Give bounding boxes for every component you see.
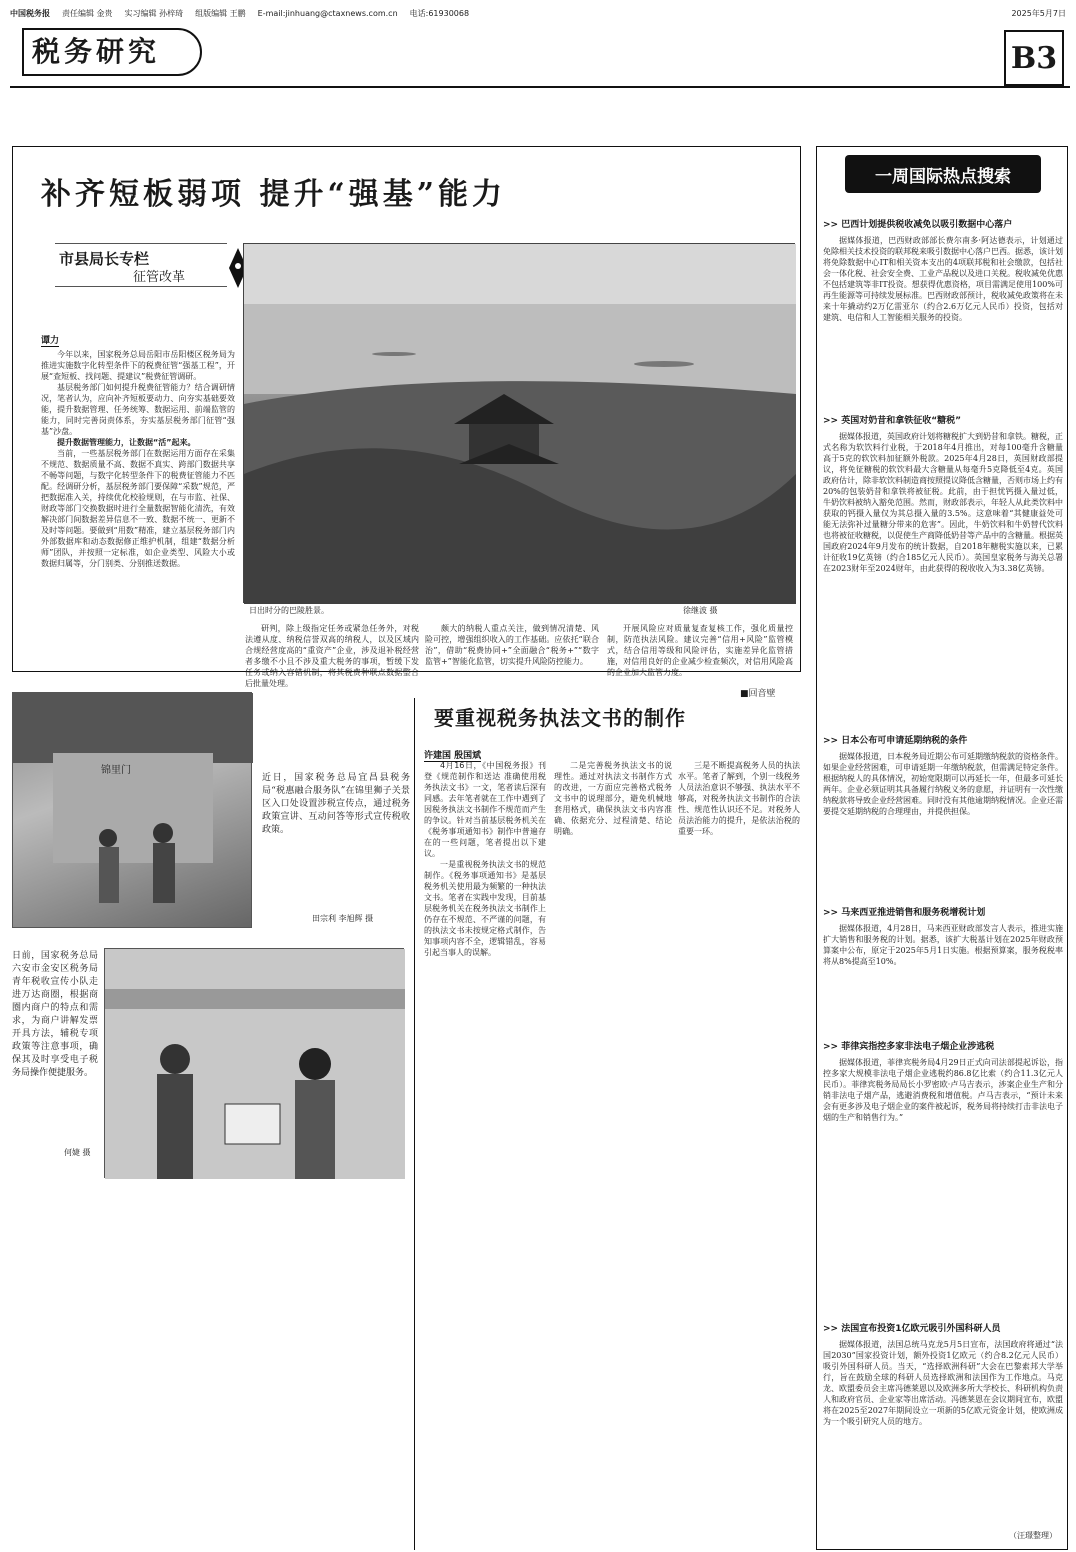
news-headline: >> 日本公布可申请延期纳税的条件 — [823, 736, 968, 746]
news-body: 据媒体报道，巴西财政部部长费尔南多·阿达德表示，计划通过免除相关技术投资的联邦税来吸引数据中心落户巴西。据悉，该计划将免除数据中心IT和相关资本支出的4项联邦税和社会缴款，包括社会一体化税、社会安全费、工业产品税以及进口关税。税收减免优惠不包括建筑等非IT投资。想获得优惠资格，项目需满足使用100%可再生能源等可持续发展标准。巴西财政部预计，税收减免政策将在未来十年撬动约2万亿雷亚尔（约合2.6万亿元人民币）投资，包括对建筑、电信和人工智能相关服务的投资。 — [823, 236, 1063, 322]
sidebar-editor: （汪璟整理） — [1009, 1531, 1057, 1540]
photo3-caption: 日前，国家税务总局六安市金安区税务局青年税收宣传小队走进万达商圈，根据商圈内商户的特点和需求，为商户讲解发票开具方法，辅税专项政策等注意事项，确保其及时享受电子税务局操作便捷服务。 — [12, 951, 98, 1078]
second-paragraph: 二是完善税务执法文书的说理性。通过对执法文书制作方式的改进，一方面应完善格式税务文书中的说理部分，避免机械地套用格式，确保执法文书内容准确、依据充分、过程清楚、结论明确。 — [554, 761, 672, 836]
news-item — [823, 1041, 1063, 1293]
sidebar-title: 一周国际热点搜索 — [845, 155, 1041, 193]
second-headline: 要重视税务执法文书的制作 — [434, 706, 686, 730]
phone: 电话:61930068 — [409, 8, 470, 18]
spacer — [40, 672, 234, 682]
news-headline: >> 英国对奶昔和拿铁征收“糖税” — [823, 416, 962, 426]
news-item — [823, 1323, 1063, 1515]
news-item — [823, 735, 1063, 883]
lead-paragraph: 基层税务部门如何提升税费征管能力？结合调研情况，笔者认为，应向补齐短板要动力、向夯实基础要效能，提升数据管理、任务统筹、数据运用、前端监管的能力，同时完善岗责体系，夯实基层税务部门征管“强基”沙盘。 — [41, 383, 235, 436]
lead-article — [12, 146, 801, 688]
column-tag — [55, 243, 227, 287]
news-body: 据媒体报道，英国政府计划将糖税扩大到奶昔和拿铁。糖税，正式名称为软饮料行业税，于2018年4月推出，对每100毫升含糖量高于5克的软饮料加征额外税款。2025年4月28日，英国财政部提议，将免征糖税的软饮料最大含糖量从每毫升5克降低至4克。英国政府估计，除非软饮料制造商按照提议降低含糖量，否则市场上约有20%的包装奶昔和拿铁将被征税。此前，由于担忧钙摄入量过低，牛奶饮料被纳入豁免范围。然而，财政部表示，年轻人从此类饮料中获取的钙摄入量仅为其总摄入量的3.5%。这意味着“其健康益处可能无法弥补过量糖分带来的危害”。因此，牛奶饮料和牛奶替代饮料也将被征收糖税，以促使生产商降低奶昔等产品中的含糖量。根据英国政府2024年9月发布的统计数据，自2018年糖税实施以来，已累计征收19亿英镑（约合185亿元人民币）。英国皇家税务与海关总署在2023财年至2024财年，由此获得的税收收入为3.38亿英镑。 — [823, 432, 1063, 573]
news-headline: >> 巴西计划提供税收减免以吸引数据中心落户 — [823, 220, 1013, 230]
news-headline: >> 马来西亚推进销售和服务税增税计划 — [823, 908, 986, 918]
email: E-mail:jinhuang@ctaxnews.com.cn — [257, 8, 398, 18]
lead-column-1 — [41, 349, 235, 665]
photo-caption: 日出时分的巴陵胜景。 — [249, 606, 329, 615]
lead-paragraph: 当前，一些基层税务部门在数据运用方面存在采集不规范、数据质量不高、数据不真实、跨部门数据共享不畅等问题，与数字化转型条件下的税费征管能力不匹配。经调研分析，基层税务部门要保障“采数”规范，严把数据准入关，持续优化校验规则，在与市监、社保、财政等部门交换数据时进行全量数据智能化清洗，有效解决部门间数据差异信息不一致、数据不统一、更新不及时等问题。要做到“用数”精准，建立基层税务部门内外部数据库和动态数据修正维护机制，组建“数据分析师”团队，并按照一定标准，如企业类型、风险大小或数据归属等，分门别类、分别推送数据。 — [41, 449, 235, 568]
section-title: 税务研究 — [32, 35, 161, 68]
photo3-credit: 何婕 摄 — [64, 1148, 91, 1157]
paper-name: 中国税务报 — [10, 8, 50, 18]
masthead — [10, 6, 1066, 20]
column-name: 市县局长专栏 — [59, 250, 150, 268]
news-item — [823, 415, 1063, 699]
photo2-credit: 田宗利 李旭辉 摄 — [312, 914, 374, 923]
svg-text:锦里门: 锦里门 — [101, 765, 131, 776]
news-body: 据媒体报道，法国总统马克龙5月5日宣布，法国政府将通过“法国2030”国家投资计划，额外投资1亿欧元（约合8.2亿元人民币）吸引外国科研人员。当天，“选择欧洲科研”大会在巴黎索邦大学举行，旨在鼓励全球的科研人员选择欧洲和法国作为工作地点。马克龙、欧盟委员会主席冯德莱恩以及欧洲多所大学校长、科研机构负责人和政府官员、企业家等出席活动。冯德莱恩在会议期间宣布，欧盟将在2025至2027年期间设立一项新的5亿欧元资金计划，使欧洲成为一个吸引研究人员的地方。 — [823, 1340, 1063, 1426]
second-column-1 — [424, 760, 546, 1546]
news-item — [823, 219, 1063, 397]
second-paragraph: 4月16日，《中国税务报》刊登《规范制作和送达 准确使用税务执法文书》一文，笔者读后深有同感。去年笔者就在工作中遇到了因税务执法文书制作不规范而产生的争议。针对当前基层税务机关在《税务事项通知书》制作中普遍存在的一些问题，笔者提出以下建议。 — [424, 761, 546, 858]
lead-paragraph: 颇大的纳税人重点关注，做到情况清楚、风险可控，增强组织收入的工作基础。应依托“联合治”，借助“税费协同+”全面融合“税务+”“数字监管+”智能化监管，切实提升风险防控能力。 — [425, 624, 599, 666]
tax-promo-photo — [12, 692, 252, 928]
lead-column-4 — [607, 623, 793, 677]
column-source: ■回音壁 — [740, 689, 776, 699]
lead-column-3 — [425, 623, 599, 667]
editor-1: 责任编辑 金贵 — [62, 8, 113, 18]
news-body: 据媒体报道，菲律宾税务局4月29日正式向司法部提起诉讼，指控多家大规模非法电子烟企业逃税约86.8亿比索（约合11.3亿元人民币）。菲律宾税务局局长小罗密欧·卢马吉表示，涉案企业生产和分销非法电子烟产品，逃避消费税和增值税。卢马吉表示，“预计未来会有更多涉及电子烟企业的案件被起诉，税务局将持续打击非法电子烟的生产和销售行为。” — [823, 1058, 1063, 1122]
news-headline: >> 菲律宾指控多家非法电子烟企业涉逃税 — [823, 1042, 995, 1052]
second-author: 许建国 殷国斌 — [424, 748, 481, 762]
second-paragraph: 一是重视税务执法文书的规范制作。《税务事项通知书》是基层税务机关使用最为频繁的一种执法文书。笔者在实践中发现，目前基层税务机关在税务执法文书制作上仍存在不规范、不严谨的问题，有的执法文书未按规定格式制作，告知事项内容不全，逻辑错乱，容易引起当事人的误解。 — [424, 860, 546, 957]
news-body: 据媒体报道，日本税务局近期公布可延期缴纳税款的资格条件。如果企业经营困难，可申请延期一年缴纳税款，但需满足特定条件。根据纳税人的具体情况，初始宽限期可以再延长一年，但最多可延长两年。企业必须证明其具备履行纳税义务的意愿，并证明有一次性缴纳税款将导致企业经营困难。同时没有其他逾期纳税情况。企业还需要提交延期纳税的合理理由，并提供担保。 — [823, 752, 1063, 816]
photo2-caption: 近日，国家税务总局宜昌县税务局“税惠融合服务队”在锦里狮子关景区入口处设置涉税宣传点，通过税务政策宣讲、互动问答等形式宣传税收政策。 — [262, 773, 410, 835]
news-item — [823, 907, 1063, 1049]
lead-author: 谭力 — [41, 333, 59, 347]
lead-subhead: 提升数据管理能力，让数据“活”起来。 — [57, 438, 196, 447]
divider — [414, 698, 415, 1550]
lead-paragraph: 开展风险应对质量复查复核工作，强化质量控制，防范执法风险。建议完善“信用+风险”监管模式，结合信用等级和风险评估，实施差异化监管措施，对信用良好的企业减少检查频次，对信用风险高的企业加大监管力度。 — [607, 624, 793, 677]
lead-headline: 补齐短板弱项 提升“强基”能力 — [41, 177, 506, 212]
second-column-3 — [678, 760, 800, 1546]
lower-section — [12, 686, 801, 1550]
page-number: B3 — [1004, 30, 1064, 86]
column-topic: 征管改革 — [133, 270, 186, 285]
second-paragraph: 三是不断提高税务人员的执法水平。笔者了解到，个别一线税务人员法治意识不够强、执法水平不够高，对税务执法文书制作的合法性、规范性认识还不足。对税务人员法治能力的提升，是依法治税的重要一环。 — [678, 761, 800, 836]
photo-credit: 徐继波 摄 — [683, 606, 718, 615]
issue-date: 2025年5月7日 — [1011, 8, 1066, 18]
lead-column-2 — [245, 623, 419, 688]
second-column-2 — [554, 760, 672, 1546]
lead-paragraph: 今年以来，国家税务总局岳阳市岳阳楼区税务局为推进实施数字化转型条件下的税费征管“强基工程”，开展“查短板、找问题、提建议”税费征管调研。 — [41, 350, 235, 381]
editor-3: 组版编辑 王鹏 — [195, 8, 246, 18]
section-header — [10, 20, 1070, 88]
yueyang-tower-photo — [243, 243, 795, 603]
news-body: 据媒体报道，4月28日，马来西亚财政部发言人表示，推进实施扩大销售和服务税的计划。据悉，该扩大税基计划在2025年财政预算案中公布，原定于2025年5月1日实施。根据预算案，服务税税率将从8%提高至10%。 — [823, 924, 1063, 966]
news-headline: >> 法国宣布投资1亿欧元吸引外国科研人员 — [823, 1324, 1001, 1334]
editor-2: 实习编辑 孙梓琦 — [124, 8, 184, 18]
sidebar-international — [816, 146, 1068, 1550]
tax-officers-photo — [104, 948, 404, 1178]
lead-paragraph: 研判，除上级指定任务或紧急任务外，对税法遵从度、纳税信誉双高的纳税人，以及区域内合规经营度高的“重资产”企业，涉及退补税经营者多缴不小且不涉及重大税务的事项，暂缓下发任务或纳入容错机制，将其税费种联点数据整合后批量处理。 — [245, 624, 419, 688]
